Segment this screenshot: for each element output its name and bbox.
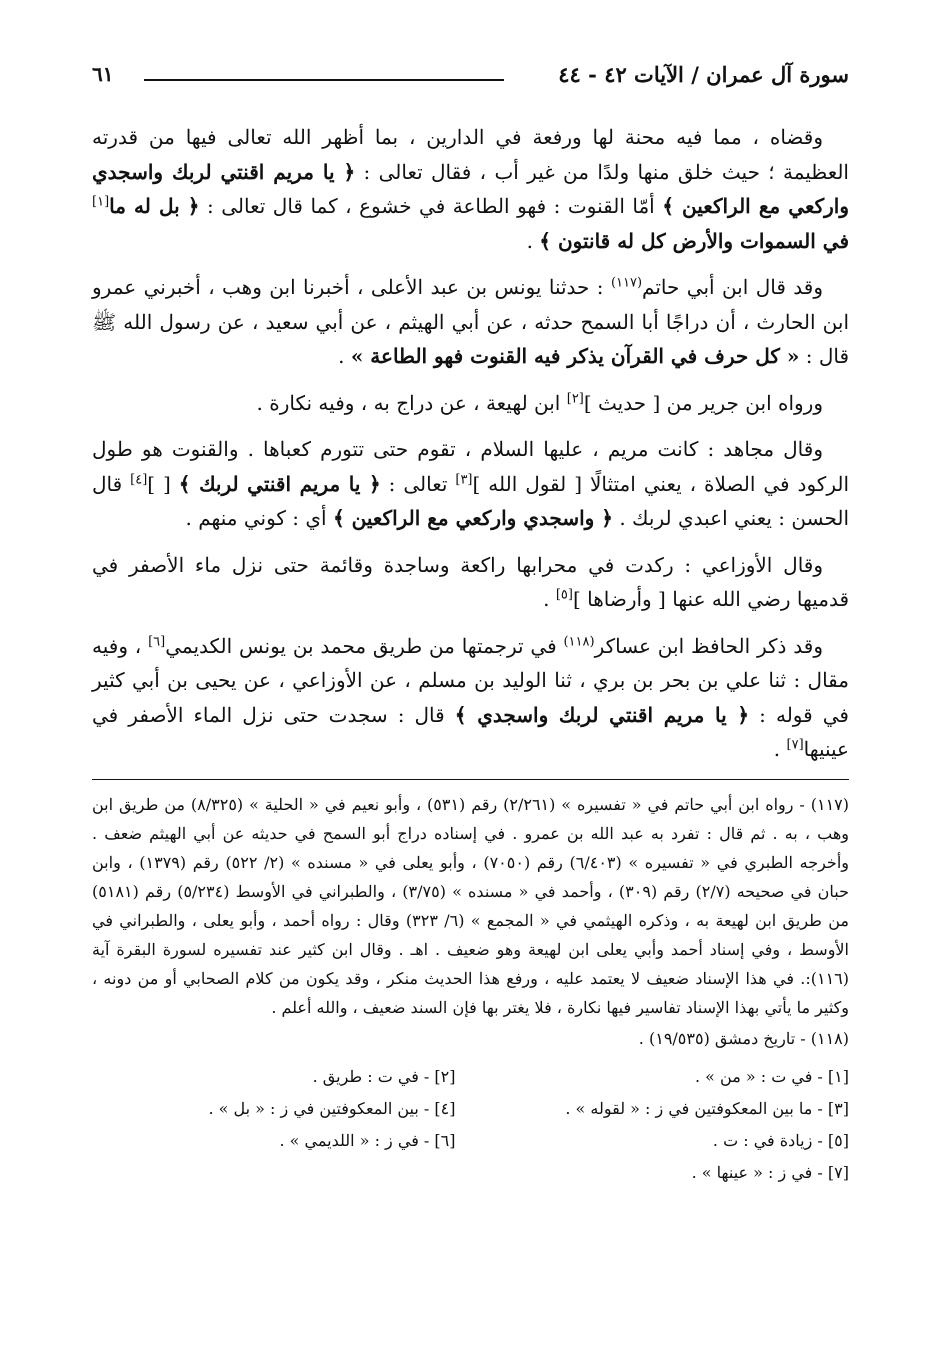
variant-note-2: [٢] - في ت : طريق . xyxy=(312,1066,456,1086)
paragraph-3 xyxy=(92,386,849,421)
paragraph-6 xyxy=(92,629,849,767)
paragraph-2 xyxy=(92,270,849,374)
footnote-ref: (١١٨) xyxy=(563,633,595,649)
footnote-ref: [٤] xyxy=(130,471,148,487)
quran-quote: ﴿ يا مريم اقنتي لربك واسجدي واركعي مع الراكعين ﴾ xyxy=(92,159,849,218)
header-rule xyxy=(144,79,504,81)
text-run: . xyxy=(526,228,540,253)
text-run: وقد ذكر الحافظ ابن عساكر xyxy=(594,633,823,658)
text-run: : حدثنا يونس بن عبد الأعلى ، أخبرنا ابن وهب ، أخبرني عمرو ابن الحارث ، أن دراجًا أبا السمح حدثه ، عن أبي الهيثم ، عن أبي سعيد ، عن رسول الله ﷺ قال : xyxy=(92,275,849,368)
paragraph-5 xyxy=(92,548,849,617)
variant-notes xyxy=(92,1061,849,1189)
footnote-ref: [٥] xyxy=(555,587,573,603)
text-run: . xyxy=(543,587,556,611)
footnote-ref: [٣] xyxy=(455,471,473,487)
quran-quote: ﴿ بل له ما xyxy=(109,194,200,218)
text-run: وقد قال ابن أبي حاتم xyxy=(642,275,823,299)
footnote-separator xyxy=(92,779,849,780)
footnote-117: (١١٧) - رواه ابن أبي حاتم في « تفسيره » (٢/٢٦١) رقم (٥٣١) ، وأبو نعيم في « الحلية » (٨/٣٢٥) من طريق ابن وهب ، به . ثم قال : تفرد به عبد الله بن عمرو . في إسناده دراج أبو السمح في حديثه عن أبي الهيثم ضعف . وأخرجه الطبري في « تفسيره » (٦/٤٠٣) رقم (٧٠٥٠) ، وأبو يعلى في « مسنده » (٢/ ٥٢٢) رقم (١٣٧٩) ، وابن حبان في صحيحه (٢/٧) رقم (٣٠٩) ، وأحمد في « مسنده » (٣/٧٥) ، والطبراني في الأوسط (٥/٢٣٤) رقم (٥١٨١) من طريق ابن لهيعة به ، وذكره الهيثمي في « المجمع » (٦/ ٣٢٣) وقال : رواه أحمد ، وأبو يعلى ، والطبراني في الأوسط ، وفي إسناد أحمد وأبي يعلى ابن لهيعة وهو ضعيف . اهـ . وقال ابن كثير عند تفسيره لسورة البقرة آية (١١٦):. في هذا الإسناد ضعيف لا يعتمد عليه ، ورفع هذا الحديث منكر ، وقد يكون من كلام الصحابي أو من دونه ، وكثير ما يأتي بهذا الإسناد تفاسير فيها نكارة ، فلا يغتر بها فإن السند ضعيف ، والله أعلم . xyxy=(92,794,849,1017)
footnote-118: (١١٨) - تاريخ دمشق (١٩/٥٣٥) . xyxy=(638,1028,849,1048)
text-run: قال : سجدت حتى نزل الماء الأصفر في عينيها xyxy=(92,702,849,761)
text-run: وقضاه ، مما فيه محنة لها ورفعة في الدارين ، بما أظهر الله تعالى فيها من قدرته العظيمة ؛ حيث خلق منها ولدًا من غير أب ، فقال تعالى : xyxy=(92,125,849,184)
text-run: في ترجمتها من طريق محمد بن يونس الكديمي xyxy=(165,633,564,658)
text-run: وقال الأوزاعي : ركدت في محرابها راكعة وساجدة وقائمة حتى نزل ماء الأصفر في قدميها رضي الله عنها [ وأرضاها ] xyxy=(92,552,849,611)
text-run: وقال مجاهد : كانت مريم ، عليها السلام ، تقوم حتى تتورم كعباها . والقنوت هو طول الركود في الصلاة ، يعني امتثالًا [ لقول الله ] xyxy=(92,437,850,496)
paragraph-1 xyxy=(92,120,849,258)
text-run: . xyxy=(773,737,787,761)
text-run: ، وفيه مقال : ثنا علي بن بحر بن بري ، ثنا الوليد بن مسلم ، عن الأوزاعي ، عن يحيى بن أبي كثير في قوله : xyxy=(92,633,849,727)
quran-quote: ﴿ يا مريم اقنتي لربك واسجدي ﴾ xyxy=(454,702,750,727)
footnote-ref: [٦] xyxy=(148,633,166,649)
variant-note-4: [٤] - بين المعكوفتين في ز : « بل » . xyxy=(208,1098,456,1118)
paragraph-4 xyxy=(92,432,849,536)
text-run: قال الحسن : يعني اعبدي لربك . xyxy=(92,471,849,530)
variant-note-6: [٦] - في ز : « اللديمي » . xyxy=(279,1130,456,1150)
text-run: ورواه ابن جرير من [ حديث ] xyxy=(583,390,823,415)
footnote-ref: (١١٧) xyxy=(610,275,643,291)
text-run: . xyxy=(338,344,351,368)
page-number: ٦١ xyxy=(92,62,114,86)
hadith-quote: « كل حرف في القرآن يذكر فيه القنوت فهو الطاعة » xyxy=(350,344,800,368)
footnote-ref: [٧] xyxy=(786,737,804,753)
text-run: تعالى : xyxy=(380,471,456,496)
quran-quote: ﴿ واسجدي واركعي مع الراكعين ﴾ xyxy=(332,506,613,530)
variant-note-5: [٥] - زيادة في : ت . xyxy=(712,1130,849,1150)
variant-note-7: [٧] - في ز : « عينها » . xyxy=(691,1162,849,1182)
text-run: ابن لهيعة ، عن دراج به ، وفيه نكارة . xyxy=(256,390,567,415)
text-run: أمّا القنوت : فهو الطاعة في خشوع ، كما قال تعالى : xyxy=(199,194,663,218)
running-title: سورة آل عمران / الآيات ٤٢ - ٤٤ xyxy=(558,62,849,87)
main-text xyxy=(92,120,849,1189)
quran-quote: ﴿ يا مريم اقنتي لربك ﴾ xyxy=(178,471,381,496)
quran-quote: في السموات والأرض كل له قانتون ﴾ xyxy=(539,228,849,253)
text-run: أي : كوني منهم . xyxy=(185,506,333,530)
footnote-ref: [١] xyxy=(92,194,110,210)
variant-note-3: [٣] - ما بين المعكوفتين في ز : « لقوله » . xyxy=(565,1098,849,1118)
variant-note-1: [١] - في ت : « من » . xyxy=(694,1066,849,1086)
footnote-ref: [٢] xyxy=(566,390,584,406)
page-header xyxy=(92,58,849,92)
text-run: [ ] xyxy=(147,471,179,496)
